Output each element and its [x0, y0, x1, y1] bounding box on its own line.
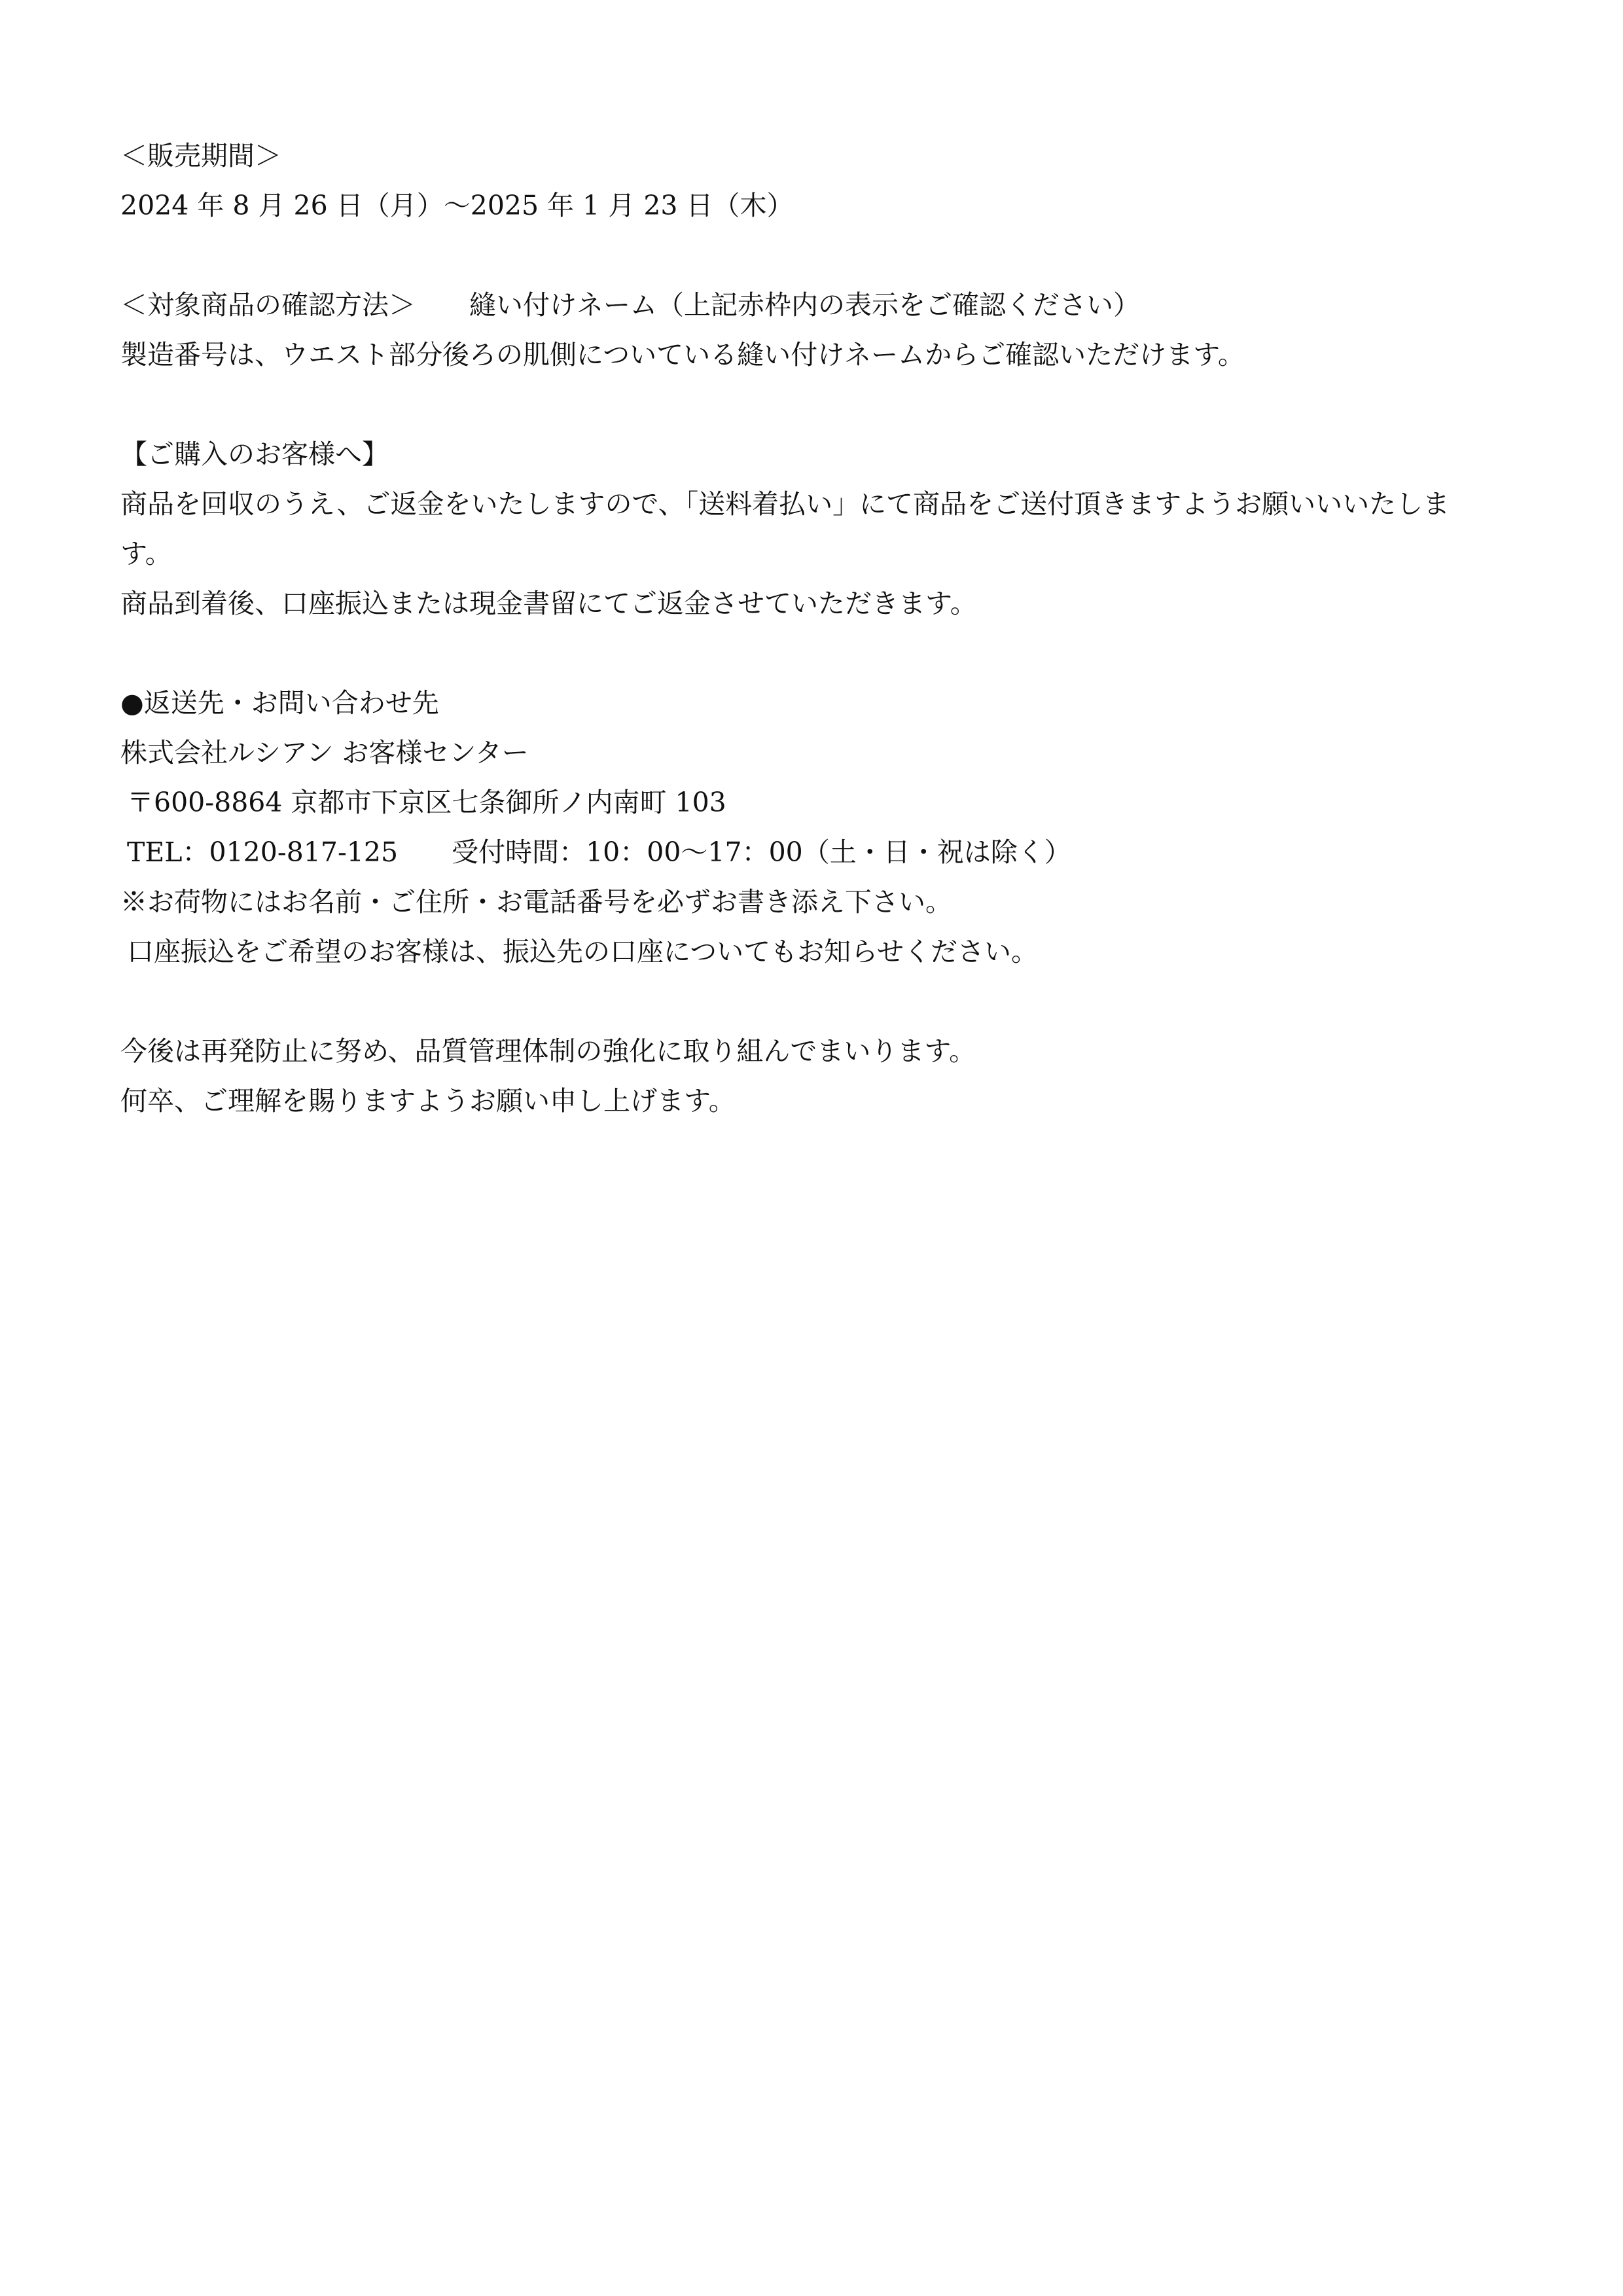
- spacer: [120, 628, 1508, 678]
- spacer: [120, 230, 1508, 280]
- sales-period-heading: ＜販売期間＞: [120, 140, 281, 171]
- confirmation-heading: ＜対象商品の確認方法＞ 縫い付けネーム（上記赤枠内の表示をご確認ください）: [120, 289, 1140, 321]
- company-name: 株式会社ルシアン お客様センター: [120, 737, 529, 768]
- closing-line2: 何卒、ご理解を賜りますようお願い申し上げます。: [120, 1085, 736, 1117]
- purchaser-notice-line1: 商品を回収のうえ、ご返金をいたしますので、「送料着払い」にて商品をご送付頂きますようお願いいいたしま: [120, 488, 1450, 520]
- document-body: [120, 131, 1508, 1126]
- purchaser-notice-heading: 【ご購入のお客様へ】: [120, 439, 389, 470]
- postal-address: 〒600-8864 京都市下京区七条御所ノ内南町 103: [127, 787, 726, 818]
- bank-transfer-note: 口座振込をご希望のお客様は、振込先の口座についてもお知らせください。: [127, 936, 1038, 967]
- closing-line1: 今後は再発防止に努め、品質管理体制の強化に取り組んでまいります。: [120, 1035, 976, 1067]
- spacer: [120, 977, 1508, 1026]
- purchaser-notice-line1-continued: す。: [120, 538, 172, 569]
- sales-period-dates: 2024 年 8 月 26 日（月）～2025 年 1 月 23 日（木）: [120, 190, 794, 221]
- return-contact-heading: ●返送先・お問い合わせ先: [120, 687, 439, 719]
- confirmation-text: 製造番号は、ウエスト部分後ろの肌側についている縫い付けネームからご確認いただけます。: [120, 339, 1245, 370]
- purchaser-notice-line2: 商品到着後、口座振込または現金書留にてご返金させていただきます。: [120, 588, 977, 619]
- spacer: [120, 380, 1508, 429]
- package-note: ※お荷物にはお名前・ご住所・お電話番号を必ずお書き添え下さい。: [120, 886, 952, 918]
- contact-phone-hours: TEL：0120-817-125 受付時間：10：00～17：00（土・日・祝は除く）: [127, 836, 1071, 868]
